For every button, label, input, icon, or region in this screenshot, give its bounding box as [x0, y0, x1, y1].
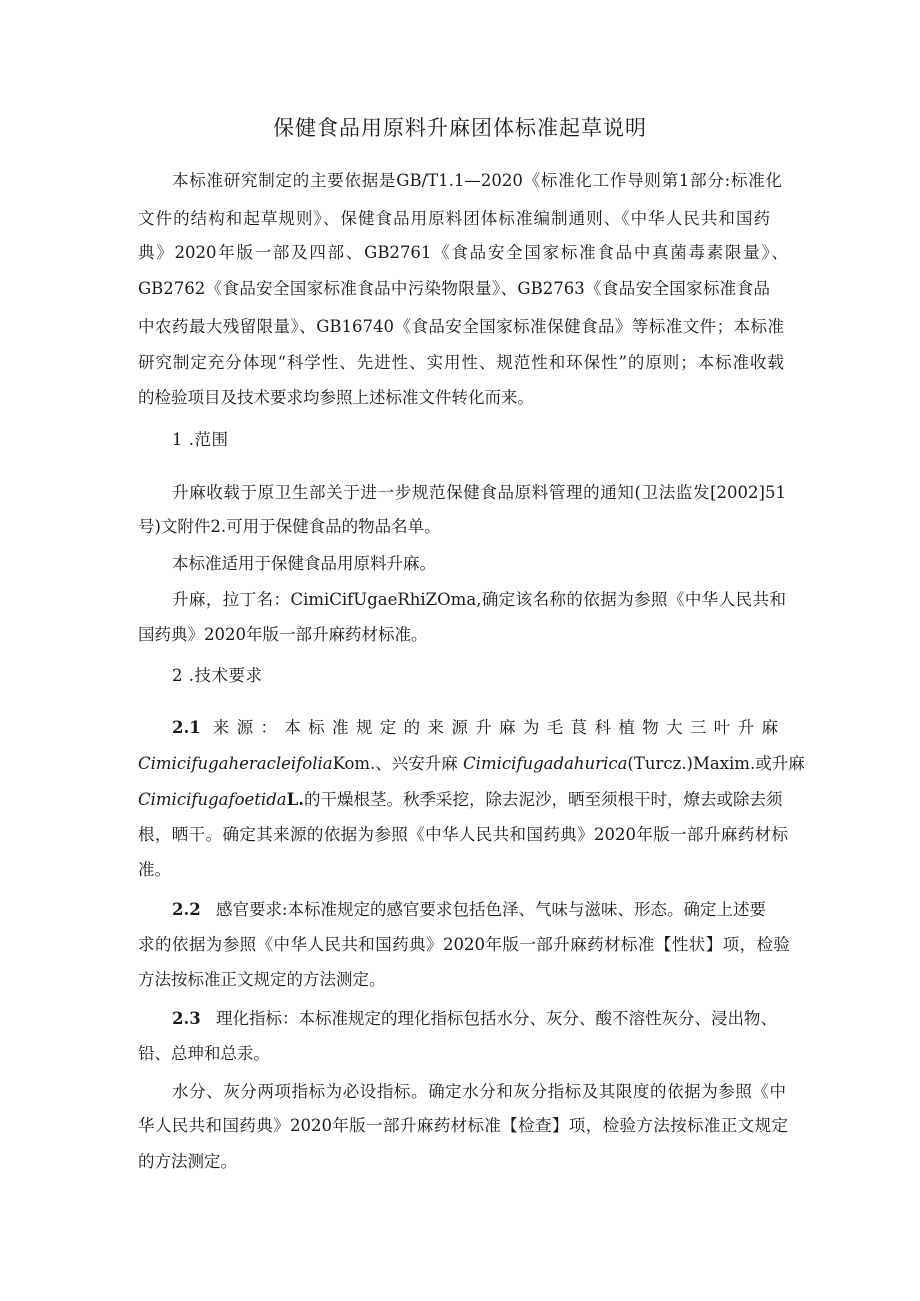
- section-2-1-line-4: 根，晒干。确定其来源的依据为参照《中华人民共和国药典》2020年版一部升麻药材标: [138, 825, 788, 844]
- section-1-heading: 1 .范围: [172, 430, 229, 449]
- intro-line-6: 研究制定充分体现“科学性、先进性、实用性、规范性和环保性”的原则；本标准收载: [138, 353, 784, 372]
- section-2-1-label: 来源：: [212, 718, 285, 737]
- section-2-2-line-2: 求的依据为参照《中华人民共和国药典》2020年版一部升麻药材标准【性状】项，检验: [138, 935, 790, 954]
- section-2-3-text: 本标准规定的理化指标包括水分、灰分、酸不溶性灰分、浸出物、: [298, 1009, 777, 1028]
- section-2-1-number: 2.1: [172, 718, 201, 737]
- section-2-1-text: 本标准规定的来源升麻为毛茛科植物大三叶升麻: [284, 718, 785, 737]
- section-1-para1-line-1: 升麻收载于原卫生部关于进一步规范保健食品原料管理的通知(卫法监发[2002]51: [172, 483, 786, 502]
- section-2-3-line-2: 铅、总珅和总汞。: [138, 1044, 270, 1063]
- section-2-1-line-3: [138, 787, 782, 813]
- document-title: 保健食品用原料升麻团体标准起草说明: [273, 116, 647, 140]
- intro-line-1: 本标准研究制定的主要依据是GB/T1.1—2020《标准化工作导则第1部分:标准化: [172, 171, 782, 190]
- species-foetida: Cimicifugafoetida: [138, 790, 287, 809]
- species-dahurica: Cimicifugadahurica: [463, 754, 628, 773]
- section-1-para3-line-2: 国药典》2020年版一部升麻药材标准。: [138, 625, 428, 644]
- water-ash-line-1: 水分、灰分两项指标为必设指标。确定水分和灰分指标及其限度的依据为参照《中: [172, 1082, 786, 1101]
- section-2-1-text-a: Kom.、兴安升麻: [332, 754, 464, 773]
- section-2-2-line-1: [172, 897, 766, 923]
- intro-line-3: 典》2020年版一部及四部、GB2761《食品安全国家标准食品中真菌毒素限量》、: [138, 243, 788, 262]
- species-foetida-author: L.: [286, 790, 304, 809]
- intro-line-5: 中农药最大残留限量》、GB16740《食品安全国家标准保健食品》等标准文件；本标准: [138, 317, 784, 336]
- section-1-para2: 本标准适用于保健食品用原料升麻。: [172, 554, 436, 573]
- species-heracleifolia: Cimicifugaheracleifolia: [138, 754, 333, 773]
- section-1-para1-line-2: 号)文附件2.可用于保健食品的物品名单。: [138, 517, 441, 536]
- water-ash-line-3: 的方法测定。: [138, 1152, 237, 1171]
- section-2-heading: 2 .技术要求: [172, 666, 263, 685]
- section-2-1-text-b: (Turcz.)Maxim.或升麻: [627, 754, 805, 773]
- section-2-3-number: 2.3: [172, 1009, 201, 1028]
- intro-line-7: 的检验项目及技术要求均参照上述标准文件转化而来。: [138, 388, 534, 407]
- section-2-1-line-5: 准。: [138, 860, 171, 879]
- section-2-2-line-3: 方法按标准正文规定的方法测定。: [138, 970, 386, 989]
- section-2-2-label: 感官要求:: [215, 900, 288, 919]
- section-2-3-label: 理化指标：: [215, 1009, 299, 1028]
- water-ash-line-2: 华人民共和国药典》2020年版一部升麻药材标准【检查】项，检验方法按标准正文规定: [138, 1116, 788, 1135]
- section-2-1-line-2: [138, 751, 805, 777]
- intro-line-2: 文件的结构和起草规则》、保健食品用原料团体标准编制通则、《中华人民共和国药: [138, 209, 770, 228]
- section-2-1-text-c: 的干燥根茎。秋季采挖，除去泥沙，晒至须根干时，燎去或除去须: [303, 790, 783, 809]
- intro-line-4: GB2762《食品安全国家标准食品中污染物限量》、GB2763《食品安全国家标准食品: [138, 279, 770, 298]
- section-2-2-text: 本标准规定的感官要求包括色泽、气味与滋味、形态。确定上述要: [287, 900, 767, 919]
- section-1-para3-line-1: 升麻，拉丁名：CimiCifUgaeRhiZOma,确定该名称的依据为参照《中华人民共和: [172, 590, 786, 609]
- section-2-1-line-1: [172, 715, 784, 741]
- section-2-2-number: 2.2: [172, 900, 201, 919]
- section-2-3-line-1: [172, 1006, 777, 1032]
